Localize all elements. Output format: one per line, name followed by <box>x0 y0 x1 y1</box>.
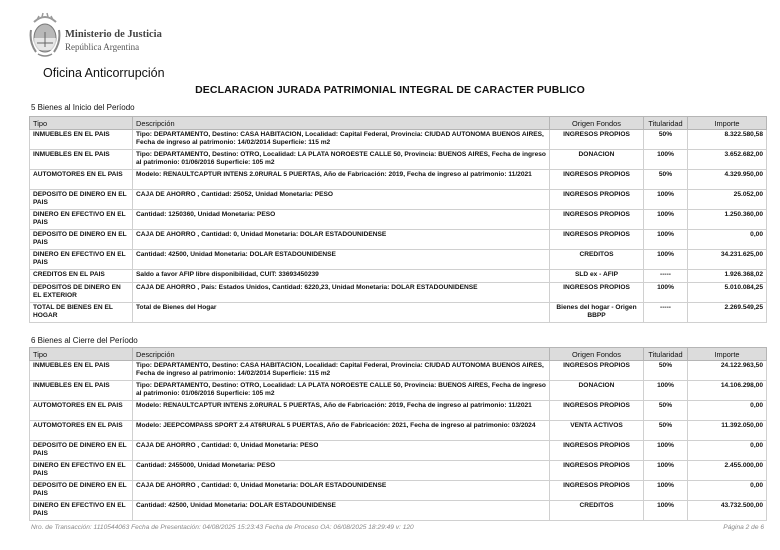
cell-importe: 3.652.682,00 <box>688 150 767 170</box>
cell-tipo: DEPOSITOS DE DINERO EN EL EXTERIOR <box>30 283 133 303</box>
cell-importe: 2.455.000,00 <box>688 461 767 481</box>
cell-tipo: AUTOMOTORES EN EL PAIS <box>30 421 133 441</box>
ministry-logo <box>28 12 228 62</box>
cell-importe: 25.052,00 <box>688 190 767 210</box>
cell-origen: INGRESOS PROPIOS <box>550 461 644 481</box>
column-header-titularidad: Titularidad <box>644 348 688 361</box>
cell-tipo: TOTAL DE BIENES EN EL HOGAR <box>30 303 133 323</box>
cell-tipo: DEPOSITO DE DINERO EN EL PAIS <box>30 230 133 250</box>
cell-importe: 1.250.360,00 <box>688 210 767 230</box>
table-row <box>30 461 767 481</box>
table-row <box>30 303 767 323</box>
cell-descripcion: Cantidad: 2455000, Unidad Monetaria: PESO <box>133 461 550 481</box>
cell-titularidad: 100% <box>644 481 688 501</box>
table-row <box>30 190 767 210</box>
table-row <box>30 250 767 270</box>
column-header-tipo: Tipo <box>30 348 133 361</box>
table-row <box>30 361 767 381</box>
column-header-importe: Importe <box>688 348 767 361</box>
cell-tipo: AUTOMOTORES EN EL PAIS <box>30 401 133 421</box>
cell-descripcion: CAJA DE AHORRO , Cantidad: 0, Unidad Monetaria: PESO <box>133 441 550 461</box>
cell-origen: INGRESOS PROPIOS <box>550 230 644 250</box>
cell-descripcion: Tipo: DEPARTAMENTO, Destino: CASA HABITACION, Localidad: Capital Federal, Provincia: CIUDAD AUTONOMA BUENOS AIRES, Fecha de ingreso al patrimonio: 14/02/2014 Superficie: 115 m2 <box>133 130 550 150</box>
section-title-cierre: 6 Bienes al Cierre del Período <box>31 336 138 345</box>
cell-titularidad: 100% <box>644 283 688 303</box>
cell-titularidad: 100% <box>644 190 688 210</box>
cell-titularidad: ----- <box>644 303 688 323</box>
cell-descripcion: Total de Bienes del Hogar <box>133 303 550 323</box>
page-number: Página 2 de 6 <box>723 524 764 531</box>
table-row <box>30 401 767 421</box>
cell-importe: 14.106.298,00 <box>688 381 767 401</box>
table-row <box>30 230 767 250</box>
transaction-footer: Nro. de Transacción: 1110544063 Fecha de Presentación: 04/08/2025 15:23:43 Fecha de Proceso OA: 06/08/2025 18:29:49 v: 120 <box>31 524 414 531</box>
cell-titularidad: 50% <box>644 421 688 441</box>
cell-descripcion: CAJA DE AHORRO , País: Estados Unidos, Cantidad: 6220,23, Unidad Monetaria: DOLAR ESTADOUNIDENSE <box>133 283 550 303</box>
cell-importe: 0,00 <box>688 441 767 461</box>
cell-importe: 8.322.580,58 <box>688 130 767 150</box>
cell-titularidad: 50% <box>644 170 688 190</box>
cell-importe: 0,00 <box>688 481 767 501</box>
cell-descripcion: Cantidad: 1250360, Unidad Monetaria: PESO <box>133 210 550 230</box>
column-header-origen: Origen Fondos <box>550 348 644 361</box>
cell-tipo: AUTOMOTORES EN EL PAIS <box>30 170 133 190</box>
cell-titularidad: 100% <box>644 250 688 270</box>
republic-name: República Argentina <box>65 42 140 52</box>
cell-descripcion: CAJA DE AHORRO , Cantidad: 0, Unidad Monetaria: DOLAR ESTADOUNIDENSE <box>133 230 550 250</box>
cell-tipo: INMUEBLES EN EL PAIS <box>30 130 133 150</box>
table-row <box>30 130 767 150</box>
cell-tipo: DINERO EN EFECTIVO EN EL PAIS <box>30 210 133 230</box>
cell-descripcion: Cantidad: 42500, Unidad Monetaria: DOLAR ESTADOUNIDENSE <box>133 250 550 270</box>
cell-importe: 34.231.625,00 <box>688 250 767 270</box>
cell-descripcion: Modelo: JEEPCOMPASS SPORT 2.4 AT6RURAL 5 PUERTAS, Año de Fabricación: 2021, Fecha de ingreso al patrimonio: 03/2024 <box>133 421 550 441</box>
cell-tipo: CREDITOS EN EL PAIS <box>30 270 133 283</box>
cell-descripcion: Tipo: DEPARTAMENTO, Destino: OTRO, Localidad: LA PLATA NOROESTE CALLE 50, Provincia: BUENOS AIRES, Fecha de ingreso al patrimonio: 01/06/2016 Superficie: 105 m2 <box>133 381 550 401</box>
cell-tipo: DEPOSITO DE DINERO EN EL PAIS <box>30 441 133 461</box>
cell-importe: 5.010.084,25 <box>688 283 767 303</box>
cell-origen: INGRESOS PROPIOS <box>550 441 644 461</box>
cell-origen: DONACION <box>550 381 644 401</box>
cell-origen: INGRESOS PROPIOS <box>550 170 644 190</box>
table-row <box>30 381 767 401</box>
cell-titularidad: 100% <box>644 501 688 521</box>
cell-titularidad: 100% <box>644 150 688 170</box>
cell-origen: INGRESOS PROPIOS <box>550 130 644 150</box>
section-title-inicio: 5 Bienes al Inicio del Período <box>31 103 135 112</box>
cell-origen: CREDITOS <box>550 501 644 521</box>
table-row <box>30 441 767 461</box>
cell-tipo: DEPOSITO DE DINERO EN EL PAIS <box>30 190 133 210</box>
table-header-row <box>30 348 767 361</box>
cell-titularidad: 50% <box>644 130 688 150</box>
bienes-cierre-table <box>29 347 767 521</box>
cell-origen: INGRESOS PROPIOS <box>550 401 644 421</box>
cell-titularidad: 100% <box>644 441 688 461</box>
cell-origen: DONACION <box>550 150 644 170</box>
cell-titularidad: 50% <box>644 361 688 381</box>
cell-origen: CREDITOS <box>550 250 644 270</box>
cell-descripcion: Saldo a favor AFIP libre disponibilidad, CUIT: 33693450239 <box>133 270 550 283</box>
cell-importe: 1.926.368,02 <box>688 270 767 283</box>
cell-importe: 43.732.500,00 <box>688 501 767 521</box>
cell-origen: INGRESOS PROPIOS <box>550 210 644 230</box>
cell-tipo: DINERO EN EFECTIVO EN EL PAIS <box>30 461 133 481</box>
cell-descripcion: CAJA DE AHORRO , Cantidad: 25052, Unidad Monetaria: PESO <box>133 190 550 210</box>
table-row <box>30 170 767 190</box>
column-header-tipo: Tipo <box>30 117 133 130</box>
cell-descripcion: Tipo: DEPARTAMENTO, Destino: CASA HABITACION, Localidad: Capital Federal, Provincia: CIUDAD AUTONOMA BUENOS AIRES, Fecha de ingreso al patrimonio: 14/02/2014 Superficie: 115 m2 <box>133 361 550 381</box>
cell-titularidad: 100% <box>644 461 688 481</box>
table-row <box>30 270 767 283</box>
ministry-name: Ministerio de Justicia <box>65 29 162 40</box>
cell-titularidad: 100% <box>644 210 688 230</box>
cell-tipo: DINERO EN EFECTIVO EN EL PAIS <box>30 250 133 270</box>
office-name: Oficina Anticorrupción <box>43 66 165 80</box>
column-header-importe: Importe <box>688 117 767 130</box>
cell-tipo: INMUEBLES EN EL PAIS <box>30 150 133 170</box>
cell-origen: INGRESOS PROPIOS <box>550 190 644 210</box>
cell-descripcion: Modelo: RENAULTCAPTUR INTENS 2.0RURAL 5 PUERTAS, Año de Fabricación: 2019, Fecha de ingreso al patrimonio: 11/2021 <box>133 401 550 421</box>
cell-importe: 24.122.963,50 <box>688 361 767 381</box>
column-header-descripcion: Descripción <box>133 348 550 361</box>
bienes-inicio-table <box>29 116 767 323</box>
cell-origen: INGRESOS PROPIOS <box>550 481 644 501</box>
cell-origen: INGRESOS PROPIOS <box>550 361 644 381</box>
cell-titularidad: ----- <box>644 270 688 283</box>
cell-titularidad: 100% <box>644 381 688 401</box>
table-row <box>30 421 767 441</box>
column-header-titularidad: Titularidad <box>644 117 688 130</box>
table-row <box>30 501 767 521</box>
table-row <box>30 210 767 230</box>
column-header-descripcion: Descripción <box>133 117 550 130</box>
cell-origen: Bienes del hogar - Origen BBPP <box>550 303 644 323</box>
table-header-row <box>30 117 767 130</box>
table-row <box>30 150 767 170</box>
cell-origen: VENTA ACTIVOS <box>550 421 644 441</box>
table-row <box>30 283 767 303</box>
cell-importe: 2.269.549,25 <box>688 303 767 323</box>
cell-importe: 11.392.050,00 <box>688 421 767 441</box>
cell-importe: 0,00 <box>688 401 767 421</box>
cell-origen: SLD ex - AFIP <box>550 270 644 283</box>
cell-origen: INGRESOS PROPIOS <box>550 283 644 303</box>
cell-titularidad: 100% <box>644 230 688 250</box>
cell-descripcion: CAJA DE AHORRO , Cantidad: 0, Unidad Monetaria: DOLAR ESTADOUNIDENSE <box>133 481 550 501</box>
cell-importe: 0,00 <box>688 230 767 250</box>
cell-importe: 4.329.950,00 <box>688 170 767 190</box>
cell-tipo: DEPOSITO DE DINERO EN EL PAIS <box>30 481 133 501</box>
document-title: DECLARACION JURADA PATRIMONIAL INTEGRAL DE CARACTER PUBLICO <box>195 84 585 96</box>
table-row <box>30 481 767 501</box>
cell-descripcion: Modelo: RENAULTCAPTUR INTENS 2.0RURAL 5 PUERTAS, Año de Fabricación: 2019, Fecha de ingreso al patrimonio: 11/2021 <box>133 170 550 190</box>
cell-tipo: DINERO EN EFECTIVO EN EL PAIS <box>30 501 133 521</box>
coat-of-arms-icon <box>28 12 62 58</box>
cell-titularidad: 50% <box>644 401 688 421</box>
cell-descripcion: Cantidad: 42500, Unidad Monetaria: DOLAR ESTADOUNIDENSE <box>133 501 550 521</box>
cell-tipo: INMUEBLES EN EL PAIS <box>30 381 133 401</box>
cell-descripcion: Tipo: DEPARTAMENTO, Destino: OTRO, Localidad: LA PLATA NOROESTE CALLE 50, Provincia: BUENOS AIRES, Fecha de ingreso al patrimonio: 01/06/2016 Superficie: 105 m2 <box>133 150 550 170</box>
cell-tipo: INMUEBLES EN EL PAIS <box>30 361 133 381</box>
column-header-origen: Origen Fondos <box>550 117 644 130</box>
